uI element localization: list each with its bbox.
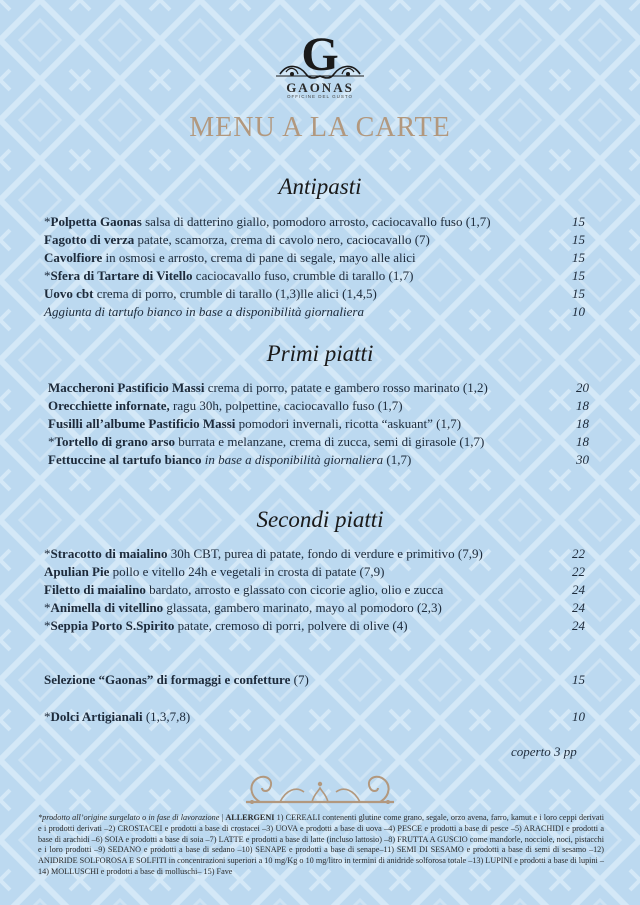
menu-item <box>44 618 408 634</box>
item-name: Stracotto di maialino <box>50 546 168 561</box>
menu-item <box>44 232 430 248</box>
item-name: Uovo cbt <box>44 286 94 301</box>
item-prefix: * <box>44 546 51 561</box>
item-name: Fettuccine al tartufo bianco <box>48 452 202 467</box>
item-desc: caciocavallo fuso, crumble di tarallo (1,7) <box>192 268 414 283</box>
frozen-note: *prodotto all’origine surgelato o in fase di lavorazione <box>38 813 220 822</box>
menu-item-cheese <box>44 672 309 688</box>
item-prefix: * <box>44 214 51 229</box>
menu-item <box>44 286 377 302</box>
item-desc: in osmosi e arrosto, crema di pane di segale, mayo alle alici <box>102 250 416 265</box>
menu-title: MENU A LA CARTE <box>189 112 451 143</box>
item-price: 18 <box>576 398 589 413</box>
menu-item <box>44 214 491 230</box>
footer-separator: | <box>219 813 226 822</box>
item-price: 18 <box>576 434 589 449</box>
item-name: Maccheroni Pastificio Massi <box>48 380 205 395</box>
item-name: Animella di vitellino <box>50 600 164 615</box>
item-desc: crema di porro, patate e gambero rosso marinato (1,2) <box>204 380 488 395</box>
menu-item <box>44 546 483 562</box>
item-price: 15 <box>572 250 585 265</box>
menu-item <box>48 380 488 396</box>
item-price: 18 <box>576 416 589 431</box>
item-price: 30 <box>576 452 589 467</box>
item-name: Polpetta Gaonas <box>50 214 142 229</box>
allergens-label: ALLERGENI <box>225 813 275 822</box>
item-price: 24 <box>572 600 585 615</box>
item-desc: (1,3,7,8) <box>142 709 191 724</box>
item-name: Selezione “Gaonas” di formaggi e confetture <box>44 672 291 687</box>
item-desc: 30h CBT, purea di patate, fondo di verdure e primitivo (7,9) <box>167 546 483 561</box>
item-name: Orecchiette infornate, <box>48 398 170 413</box>
item-desc: bardato, arrosto e glassato con cicorie aglio, olio e zucca <box>145 582 444 597</box>
item-price: 10 <box>572 304 585 319</box>
item-name: Sfera di Tartare di Vitello <box>50 268 193 283</box>
item-prefix: * <box>44 268 51 283</box>
allergens-list: 1) CEREALI contenenti glutine come grano, segale, orzo avena, farro, kamut e i loro ceppi derivati e i prodotti derivati –2) CROSTACEI e prodotti a base di crostacei –3) UOVA e prodotti a base di uova –4) PESCE e prodotti a base di pesce –5) ARACHIDI e prodotti a base di arachidi –6) SOIA e prodotti a base di soia –7) LATTE e prodotti a base di latte (incluso lattosio) –8) FRUTTA A GUSCIO come mandorle, nocciole, noci, pistacchi e i loro prodotti –9) SEDANO e prodotti a base di sedano –10) SENAPE e prodotti a base di senape–11) SEMI DI SESAMO e prodotti a base di semi di sesamo –12) ANIDRIDE SOLFOROSA E SOLFITI in concentrazioni superiori a 10 mg/Kg o 10 mg/litro in termini di anidride solforosa totale –13) LUPINI e prodotti a base di lupini –14) MOLLUSCHI e prodotti a base di molluschi– 15) Fave <box>38 813 605 876</box>
item-name: Filetto di maialino <box>44 582 146 597</box>
item-desc: pollo e vitello 24h e vegetali in crosta di patate (7,9) <box>109 564 385 579</box>
item-price: 15 <box>572 286 585 301</box>
menu-item <box>48 452 411 468</box>
item-desc: salsa di datterino giallo, pomodoro arrosto, caciocavallo fuso (1,7) <box>141 214 491 229</box>
item-name: Apulian Pie <box>44 564 110 579</box>
item-name: Dolci Artigianali <box>50 709 143 724</box>
item-name: Seppia Porto S.Spirito <box>50 618 175 633</box>
item-desc: pomodori invernali, ricotta “askuant” (1,7) <box>235 416 462 431</box>
item-price: 10 <box>572 709 585 724</box>
ornament-divider-icon <box>240 766 400 810</box>
menu-item <box>44 304 364 320</box>
item-prefix: * <box>48 434 55 449</box>
item-desc-tail: (1,7) <box>383 452 412 467</box>
section-title-secondi: Secondi piatti <box>256 507 384 532</box>
item-desc: ragu 30h, polpettine, caciocavallo fuso (1,7) <box>169 398 403 413</box>
menu-item <box>48 398 403 414</box>
item-prefix: * <box>44 600 51 615</box>
cover-charge: coperto 3 pp <box>511 744 577 759</box>
item-name: Cavolfiore <box>44 250 103 265</box>
item-name: Fusilli all’albume Pastificio Massi <box>48 416 236 431</box>
menu-item <box>44 564 384 580</box>
item-desc: patate, cremoso di porri, polvere di olive (4) <box>174 618 408 633</box>
menu-item <box>44 600 442 616</box>
item-price: 24 <box>572 618 585 633</box>
brand-name: GAONAS <box>286 80 354 95</box>
item-price: 15 <box>572 672 585 687</box>
item-desc: patate, scamorza, crema di cavolo nero, caciocavallo (7) <box>134 232 430 247</box>
brand-tagline: OFFICINE DEL GUSTO <box>286 94 353 99</box>
item-italic-note: in base a disponibilità giornaliera <box>201 452 384 467</box>
item-desc: (7) <box>290 672 309 687</box>
item-desc: crema di porro, crumble di tarallo (1,3)lle alici (1,4,5) <box>93 286 377 301</box>
item-prefix: * <box>44 709 51 724</box>
item-price: 22 <box>572 546 585 561</box>
item-price: 20 <box>576 380 589 395</box>
menu-item <box>44 268 413 284</box>
menu-item <box>48 416 461 432</box>
item-price: 15 <box>572 232 585 247</box>
allergens-footer <box>38 813 604 878</box>
menu-item <box>44 582 443 598</box>
item-name: Fagotto di verza <box>44 232 135 247</box>
section-title-antipasti: Antipasti <box>278 174 362 199</box>
item-price: 24 <box>572 582 585 597</box>
menu-item <box>48 434 484 450</box>
item-desc: burrata e melanzane, crema di zucca, semi di girasole (1,7) <box>175 434 485 449</box>
item-prefix: * <box>44 618 51 633</box>
item-price: 15 <box>572 268 585 283</box>
item-price: 15 <box>572 214 585 229</box>
item-desc: glassata, gambero marinato, mayo al pomodoro (2,3) <box>163 600 442 615</box>
item-italic-note: Aggiunta di tartufo bianco in base a disponibilità giornaliera <box>44 304 364 319</box>
item-name: Tortello di grano arso <box>54 434 175 449</box>
section-title-primi: Primi piatti <box>266 341 374 366</box>
menu-item-dessert <box>44 709 190 725</box>
logo-monogram: G <box>301 28 339 81</box>
item-price: 22 <box>572 564 585 579</box>
menu-item <box>44 250 416 266</box>
